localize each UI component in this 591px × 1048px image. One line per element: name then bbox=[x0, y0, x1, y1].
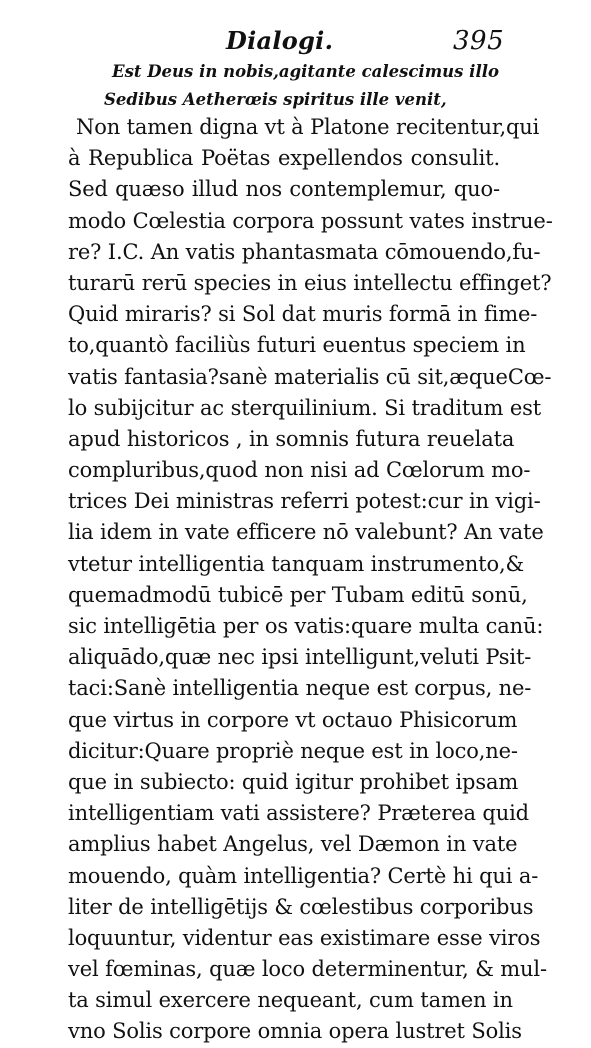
body-text bbox=[68, 112, 553, 1048]
body-line: vno Solis corpore omnia opera lustret Solis bbox=[68, 1019, 522, 1044]
body-line: amplius habet Angelus, vel Dæmon in vate bbox=[68, 832, 518, 857]
page-number: 395 bbox=[453, 26, 505, 56]
body-line: quemadmodū tubicē per Tubam editū sonū, bbox=[68, 582, 528, 607]
body-line: compluribus,quod non nisi ad Cœlorum mo- bbox=[68, 458, 531, 483]
body-line: Quid miraris? si Sol dat muris formā in fime- bbox=[68, 302, 538, 327]
body-line: taci:Sanè intelligentia neque est corpus, ne- bbox=[68, 676, 532, 701]
body-line: lo subijcitur ac sterquilinium. Si traditum est bbox=[68, 395, 542, 420]
body-line: liter de intelligētijs & cœlestibus corporibus bbox=[68, 894, 534, 919]
body-line: aliquādo,quæ nec ipsi intelligunt,veluti Psit- bbox=[68, 645, 532, 670]
body-line: mouendo, quàm intelligentia? Certè hi qui a- bbox=[68, 863, 539, 888]
body-line: sic intelligētia per os vatis:quare multa canū: bbox=[68, 614, 544, 638]
body-line: re? I.C. An vatis phantasmata cōmouendo,fu- bbox=[68, 239, 541, 264]
body-line: vtetur intelligentia tanquam instrumento,& bbox=[68, 551, 525, 576]
epigraph-line-2: Sedibus Aetherœis spiritus ille venit, bbox=[104, 90, 447, 109]
body-line: que virtus in corpore vt octauo Phisicorum bbox=[68, 707, 518, 732]
running-title: Dialogi. bbox=[226, 26, 334, 55]
body-line: to,quantò faciliùs futuri euentus speciem in bbox=[68, 333, 526, 358]
body-line: turarū rerū species in eius intellectu effinget? bbox=[68, 270, 552, 295]
body-line: apud historicos , in somnis futura reuelata bbox=[68, 426, 515, 451]
body-line: Sed quæso illud nos contemplemur, quo- bbox=[68, 177, 500, 202]
body-line: modo Cœlestia corpora possunt vates instrue- bbox=[68, 208, 553, 233]
body-line: lia idem in vate efficere nō valebunt? An vate bbox=[68, 520, 544, 545]
epigraph-line-1: Est Deus in nobis,agitante calescimus illo bbox=[112, 62, 499, 81]
body-line: ta simul exercere nequeant, cum tamen in bbox=[68, 988, 513, 1013]
body-line: vatis fantasia?sanè materialis cū sit,æqueCœ- bbox=[68, 364, 552, 389]
body-line: loquuntur, videntur eas existimare esse viros bbox=[68, 925, 541, 950]
body-line: à Republica Poëtas expellendos consulit. bbox=[68, 146, 500, 171]
body-line: vel fœminas, quæ loco determinentur, & mul- bbox=[68, 957, 547, 982]
body-line: que in subiecto: quid igitur prohibet ipsam bbox=[68, 769, 519, 794]
body-line: trices Dei ministras referri potest:cur in vigi- bbox=[68, 489, 541, 514]
body-line: intelligentiam vati assistere? Præterea quid bbox=[68, 801, 529, 826]
body-line: Non tamen digna vt à Platone recitentur,qui bbox=[76, 115, 540, 139]
body-line: dicitur:Quare propriè neque est in loco,ne- bbox=[68, 738, 518, 763]
